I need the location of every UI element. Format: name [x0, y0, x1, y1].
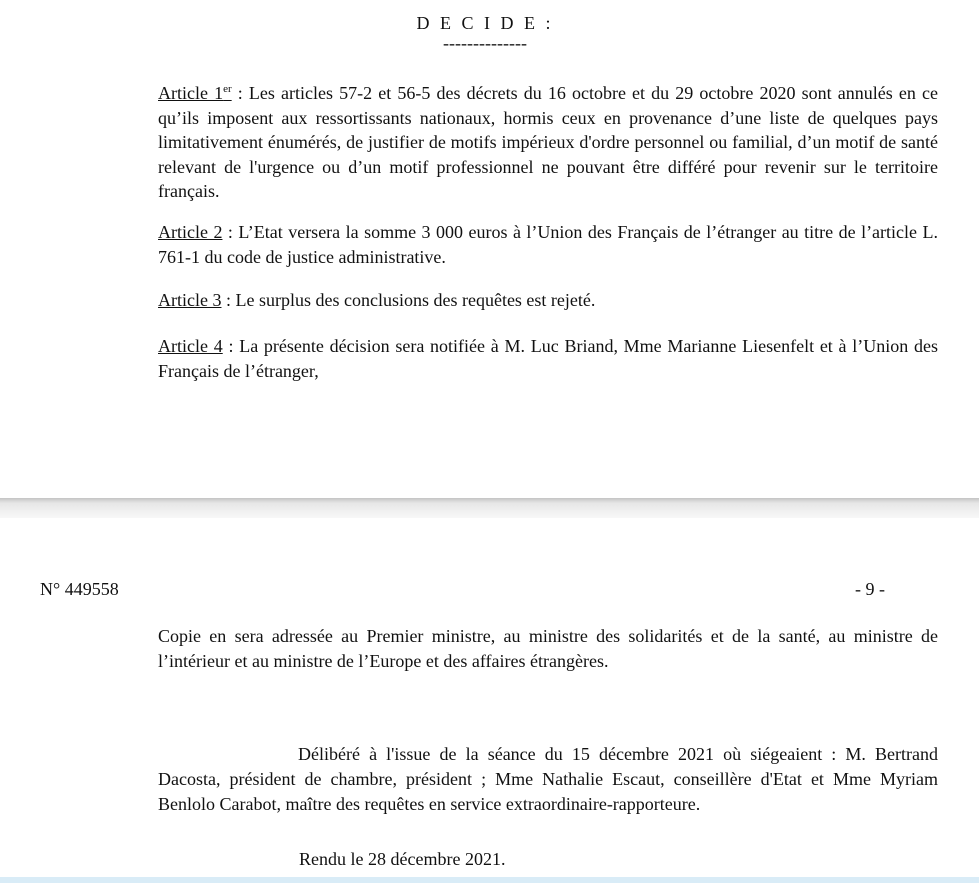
article-2: Article 2 : L’Etat versera la somme 3 000 euros à l’Union des Français de l’étranger au titre de l’article L. 761-1 du code de justice administrative. [158, 222, 938, 267]
article-4-label: Article 4 [158, 336, 223, 356]
article-1: Article 1er : Les articles 57-2 et 56-5 des décrets du 16 octobre et du 29 octobre 2020 sont annulés en ce qu’ils imposent aux ressortissants nationaux, hormis ceux en provenance d’une liste de quelques pays limitativement énumérés, de justifier de motifs impérieux d'ordre personnel ou familial, d’un motif de santé relevant de l'urgence ou d’un motif professionnel ne pouvant être différé pour revenir sur le territoire français. [158, 83, 938, 201]
rendered-date: Rendu le 28 décembre 2021. [299, 849, 506, 869]
article-3: Article 3 : Le surplus des conclusions des requêtes est rejeté. [158, 290, 596, 310]
page-9 [0, 518, 979, 877]
copy-notice: Copie en sera adressée au Premier ministre, au ministre des solidarités et de la santé, au ministre de l’intérieur et au ministre de l’Europe et des affaires étrangères. [158, 626, 938, 671]
article-2-text: L’Etat versera la somme 3 000 euros à l’Union des Français de l’étranger au titre de l’article L. 761-1 du code de justice administrative. [158, 222, 938, 267]
decision-heading: D E C I D E : [416, 13, 554, 33]
page-separator [0, 498, 979, 518]
case-reference-number: N° 449558 [40, 579, 119, 599]
article-3-label: Article 3 [158, 290, 222, 310]
deliberation-paragraph: Délibéré à l'issue de la séance du 15 décembre 2021 où siégeaient : M. Bertrand Dacosta, président de chambre, président ; Mme Nathalie Escaut, conseillère d'Etat et Mme Myriam Benlolo Carabot, maître des requêtes en service extraordinaire-rapporteure. [158, 744, 938, 814]
article-2-label: Article 2 [158, 222, 223, 242]
heading-rule: -------------- [443, 33, 527, 53]
article-3-text: Le surplus des conclusions des requêtes est rejeté. [235, 290, 596, 310]
article-1-label: Article 1er [158, 83, 232, 103]
page-number: - 9 - [855, 579, 885, 599]
viewer-bottom-edge [0, 877, 979, 883]
article-1-text: Les articles 57-2 et 56-5 des décrets du 16 octobre et du 29 octobre 2020 sont annulés en ce qu’ils imposent aux ressortissants nationaux, hormis ceux en provenance d’une liste de quelques pays limitativement énumérés, de justifier de motifs impérieux d'ordre personnel ou familial, d’un motif de santé relevant de l'urgence ou d’un motif professionnel ne pouvant être différé pour revenir sur le territoire français. [158, 83, 938, 201]
article-4: Article 4 : La présente décision sera notifiée à M. Luc Briand, Mme Marianne Liesenfelt et à l’Union des Français de l’étranger, [158, 336, 938, 381]
article-4-text: La présente décision sera notifiée à M. Luc Briand, Mme Marianne Liesenfelt et à l’Union des Français de l’étranger, [158, 336, 938, 381]
